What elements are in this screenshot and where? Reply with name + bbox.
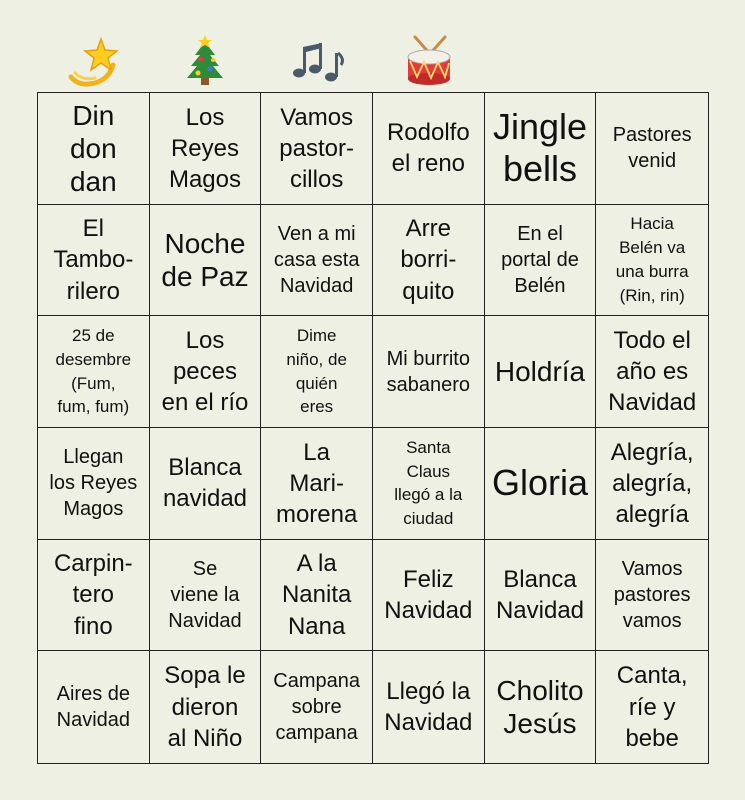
bingo-cell[interactable]: Los peces en el río [150,316,262,428]
bingo-cell[interactable]: Cholito Jesús [485,651,597,763]
bingo-cell[interactable]: Ven a mi casa esta Navidad [261,205,373,317]
bingo-cell[interactable]: La Mari- morena [261,428,373,540]
drum-icon [373,30,485,92]
bingo-cell[interactable]: Se viene la Navidad [150,540,262,652]
bingo-cell[interactable]: Gloria [485,428,597,540]
bingo-cell[interactable]: Aires de Navidad [38,651,150,763]
bingo-cell[interactable]: Din don dan [38,93,150,205]
bingo-cell[interactable]: Mi burrito sabanero [373,316,485,428]
bingo-cell[interactable]: Hacia Belén va una burra (Rin, rin) [596,205,708,317]
bingo-cell[interactable]: A la Nanita Nana [261,540,373,652]
bingo-cell[interactable]: Jingle bells [485,93,597,205]
bingo-cell[interactable]: Pastores venid [596,93,708,205]
bingo-cell[interactable]: Sopa le dieron al Niño [150,651,262,763]
bingo-cell[interactable]: Arre borri- quito [373,205,485,317]
bingo-cell[interactable]: El Tambo- rilero [38,205,150,317]
bingo-cell[interactable]: Dime niño, de quién eres [261,316,373,428]
dizzy-star-icon [37,30,149,92]
christmas-tree-icon [149,30,261,92]
bingo-cell[interactable]: Alegría, alegría, alegría [596,428,708,540]
bingo-cell[interactable]: Llegó la Navidad [373,651,485,763]
bingo-cell[interactable]: Campana sobre campana [261,651,373,763]
bingo-cell[interactable]: Carpin- tero fino [38,540,150,652]
bingo-cell[interactable]: 25 de desembre (Fum, fum, fum) [38,316,150,428]
bingo-cell[interactable]: Holdría [485,316,597,428]
bingo-cell[interactable]: Llegan los Reyes Magos [38,428,150,540]
bingo-cell[interactable]: Vamos pastores vamos [596,540,708,652]
bingo-board [37,92,709,764]
bingo-cell[interactable]: Noche de Paz [150,205,262,317]
bingo-cell[interactable]: En el portal de Belén [485,205,597,317]
bingo-header [37,30,709,92]
bingo-cell[interactable]: Vamos pastor- cillos [261,93,373,205]
musical-notes-icon [261,30,373,92]
bingo-cell[interactable]: Blanca navidad [150,428,262,540]
bingo-cell[interactable]: Canta, ríe y bebe [616,662,688,752]
bingo-cell[interactable]: Feliz Navidad [373,540,485,652]
bingo-cell[interactable]: Blanca Navidad [485,540,597,652]
bingo-cell[interactable]: Rodolfo el reno [373,93,485,205]
bingo-cell[interactable]: Todo el año es Navidad [596,316,708,428]
bingo-cell[interactable]: Los Reyes Magos [150,93,262,205]
bingo-cell[interactable]: Santa Claus llegó a la ciudad [373,428,485,540]
